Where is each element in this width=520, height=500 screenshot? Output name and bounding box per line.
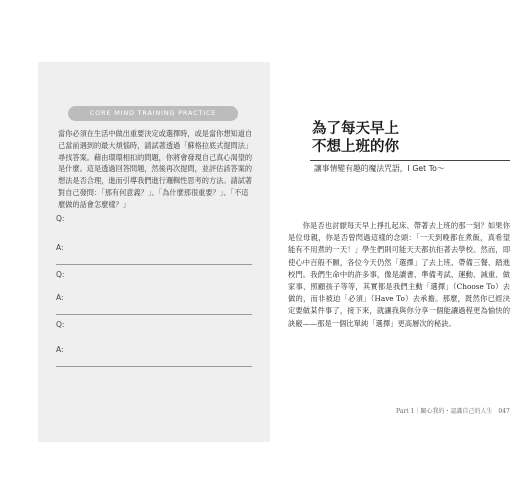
title-divider <box>310 160 510 161</box>
answer-line-1 <box>56 264 252 265</box>
practice-banner: CORE MIND TRAINING PRACTICE <box>68 106 238 121</box>
answer-label-1: A: <box>56 243 64 252</box>
question-label-2: Q: <box>56 270 65 279</box>
answer-line-2 <box>56 314 252 315</box>
practice-instructions: 當你必須在生活中做出重要決定或選擇時，或是當你想知道自己當前遇到的最大煩惱時，請試著透過「蘇格拉底式提問法」尋找答案。藉由環環相扣的問題，你將會發現自己真心渴望的是什麼。這是透過回答問題，然後再次提問，並評估該答案的想法是否合理，進而引導我們進行邏輯性思考的方法。請試著對自己發問：「那有何意義？」、「為什麼那很重要？」、「不這麼做的話會怎麼樣？」 <box>58 129 253 209</box>
chapter-body-text: 你是否也討厭每天早上掙扎起床、帶著去上班的那一刻？如果你是位母親，你是否曾閃過這樣的念頭：「一天到晚都在煮飯，真希望能有不用煮的一天！」學生們則可能天天都抗拒著去學校。然而，即使心中百般不願，各位今天仍然「選擇」了去上班、帶備三餐、踏進校門。我們生命中的許多事，像是讀書、準備考試、運動、減重、做家事、照顧孩子等等，其實都是我們主動「選擇」（Choose To）去做的，而非被迫「必須」（Have To）去承擔。那麼，既然你已經決定要做某件事了，接下來，就讓我與你分享一個能讓過程更為愉快的訣竅——那是一個比單純「選擇」更高層次的秘訣。 <box>288 221 510 328</box>
question-label-1: Q: <box>56 214 65 223</box>
answer-line-3 <box>56 366 252 367</box>
chapter-title-line-1: 為了每天早上 <box>312 120 399 137</box>
page-footer: Part 1｜關心我的・認識自己的人生 047 <box>396 408 510 415</box>
chapter-subtitle: 讓事情變有趣的魔法咒語，I Get To～ <box>314 164 445 173</box>
chapter-title-line-2: 不想上班的你 <box>312 138 399 155</box>
answer-label-2: A: <box>56 293 64 302</box>
question-label-3: Q: <box>56 320 65 329</box>
answer-label-3: A: <box>56 345 64 354</box>
practice-panel <box>38 62 270 442</box>
chapter-title <box>312 120 502 156</box>
